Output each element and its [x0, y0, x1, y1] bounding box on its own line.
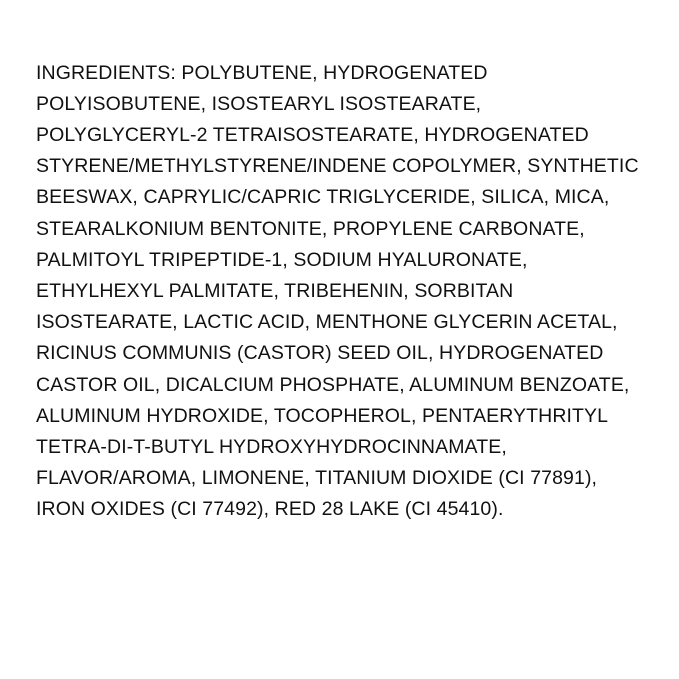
- ingredients-list-text: INGREDIENTS: POLYBUTENE, HYDROGENATED POLYISOBUTENE, ISOSTEARYL ISOSTEARATE, POLYGLYCERYL-2 TETRAISOSTEARATE, HYDROGENATED STYRENE/METHYLSTYRENE/INDENE COPOLYMER, SYNTHETIC BEESWAX, CAPRYLIC/CAPRIC TRIGLYCERIDE, SILICA, MICA, STEARALKONIUM BENTONITE, PROPYLENE CARBONATE, PALMITOYL TRIPEPTIDE-1, SODIUM HYALURONATE, ETHYLHEXYL PALMITATE, TRIBEHENIN, SORBITAN ISOSTEARATE, LACTIC ACID, MENTHONE GLYCERIN ACETAL, RICINUS COMMUNIS (CASTOR) SEED OIL, HYDROGENATED CASTOR OIL, DICALCIUM PHOSPHATE, ALUMINUM BENZOATE, ALUMINUM HYDROXIDE, TOCOPHEROL, PENTAERYTHRITYL TETRA-DI-T-BUTYL HYDROXYHYDROCINNAMATE, FLAVOR/AROMA, LIMONENE, TITANIUM DIOXIDE (CI 77891), IRON OXIDES (CI 77492), RED 28 LAKE (CI 45410).: [36, 61, 645, 521]
